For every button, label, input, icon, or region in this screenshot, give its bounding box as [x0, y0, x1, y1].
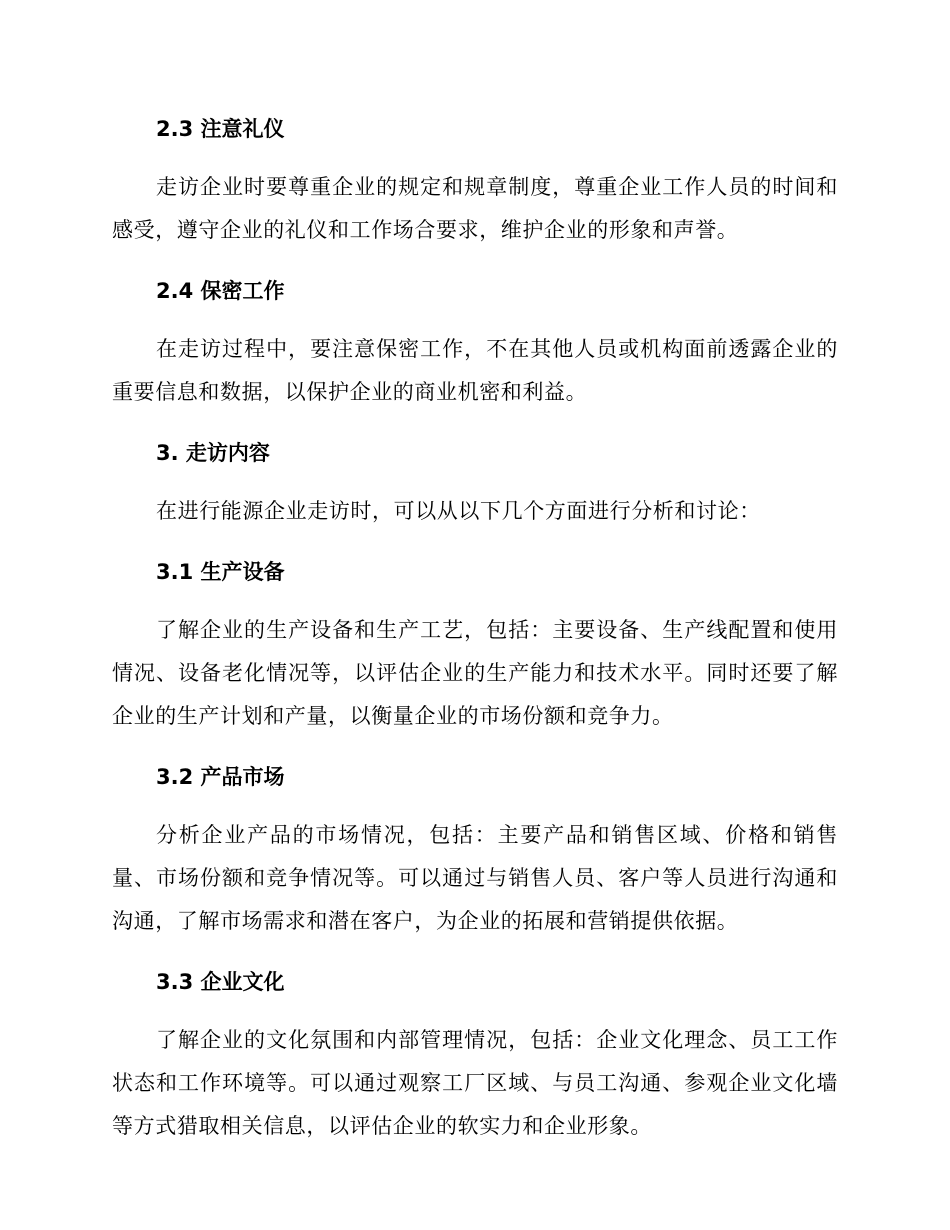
paragraph: 走访企业时要尊重企业的规定和规章制度，尊重企业工作人员的时间和感受，遵守企业的礼仪和工作场合要求，维护企业的形象和声誉。	[112, 175, 838, 242]
paragraph: 在进行能源企业走访时，可以从以下几个方面进行分析和讨论：	[156, 499, 761, 523]
paragraph: 分析企业产品的市场情况，包括：主要产品和销售区域、价格和销售量、市场份额和竞争情况等。可以通过与销售人员、客户等人员进行沟通和沟通，了解市场需求和潜在客户，为企业的拓展和营销提供依据。	[112, 823, 838, 933]
section-heading-3-1: 3.1 生产设备	[156, 560, 285, 584]
paragraph: 了解企业的生产设备和生产工艺，包括：主要设备、生产线配置和使用情况、设备老化情况等，以评估企业的生产能力和技术水平。同时还要了解企业的生产计划和产量，以衡量企业的市场份额和竞争力。	[112, 618, 838, 728]
section-heading-2-3: 2.3 注意礼仪	[156, 117, 285, 141]
paragraph: 在走访过程中，要注意保密工作，不在其他人员或机构面前透露企业的重要信息和数据，以保护企业的商业机密和利益。	[112, 337, 838, 404]
section-heading-3: 3. 走访内容	[156, 441, 270, 465]
section-heading-3-2: 3.2 产品市场	[156, 765, 285, 789]
paragraph: 了解企业的文化氛围和内部管理情况，包括：企业文化理念、员工工作状态和工作环境等。可以通过观察工厂区域、与员工沟通、参观企业文化墙等方式猎取相关信息，以评估企业的软实力和企业形象。	[112, 1028, 838, 1138]
section-heading-3-3: 3.3 企业文化	[156, 970, 285, 994]
section-heading-2-4: 2.4 保密工作	[156, 279, 285, 303]
